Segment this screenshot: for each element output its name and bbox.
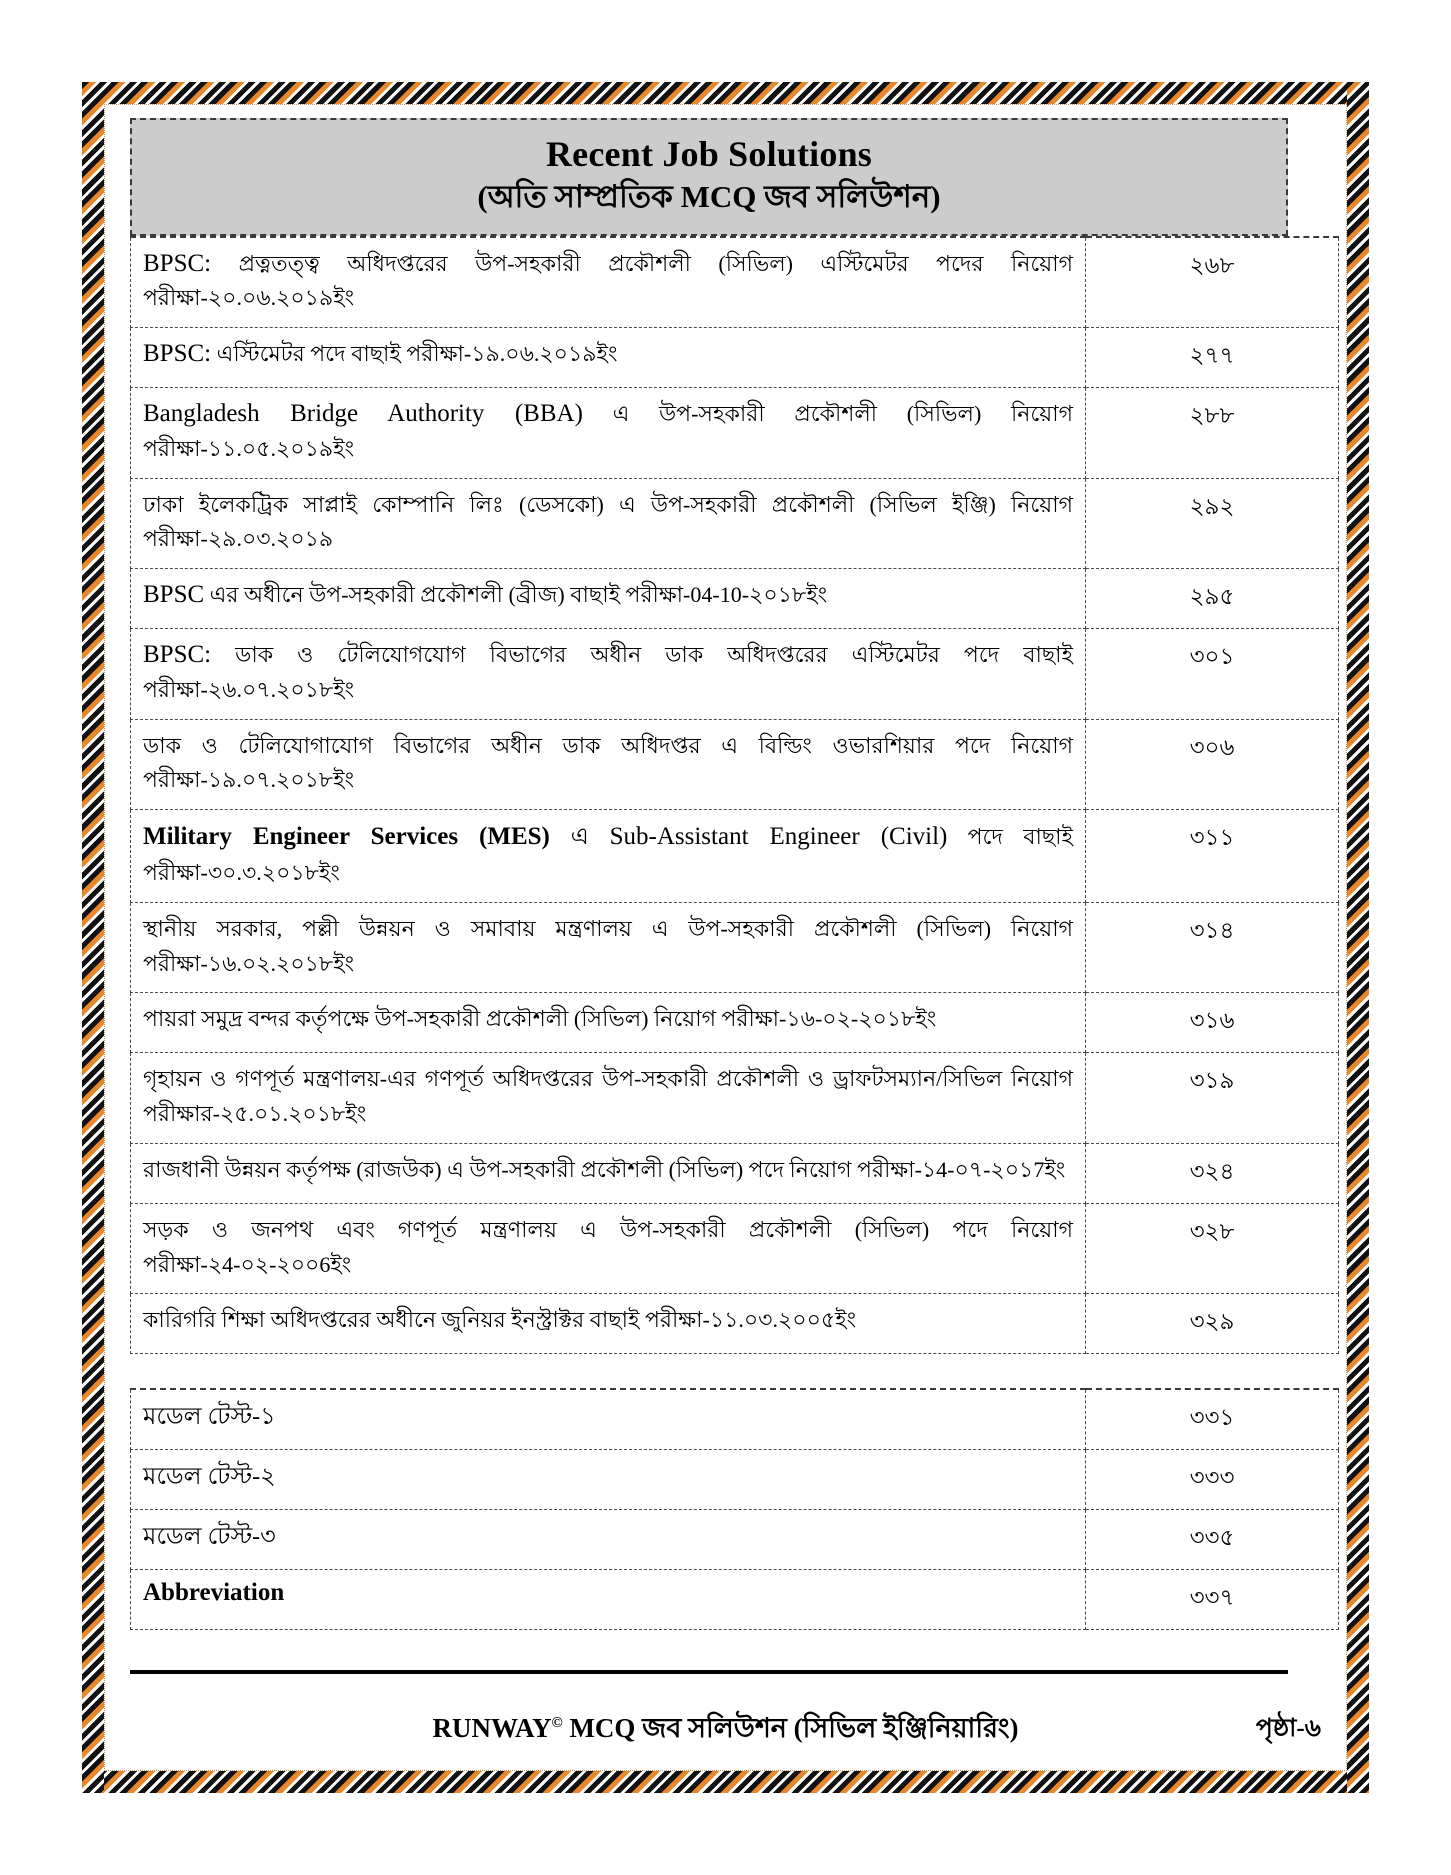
table-row[interactable] [131,1570,1339,1630]
toc-entry-title[interactable] [131,328,1086,388]
toc-entry-page-number[interactable]: ৩২৯ [1086,1294,1339,1354]
toc-entry-title[interactable] [131,1389,1086,1450]
toc-entry-page-number[interactable]: ৩১৪ [1086,902,1339,993]
toc-entry-page-number[interactable]: ৩১৬ [1086,993,1339,1053]
toc-entry-title[interactable] [131,237,1086,328]
table-row[interactable] [131,328,1339,388]
toc-entry-title-bn: স্থানীয় সরকার, পল্লী উন্নয়ন ও সমাবায় মন্ত্রণালয় এ উপ-সহকারী প্রকৌশলী (সিভিল) নিয়োগ পরীক্ষা-১৬.০২.২০১৮ইং [143,915,1073,976]
table-row[interactable] [131,569,1339,629]
table-row[interactable] [131,1294,1339,1354]
toc-entry-page-number[interactable]: ৩৩৭ [1086,1570,1339,1630]
toc-entry-page-number[interactable]: ৩৩১ [1086,1389,1339,1450]
toc-entry-title-bn: গৃহায়ন ও গণপূর্ত মন্ত্রণালয়-এর গণপূর্ত অধিদপ্তরের উপ-সহকারী প্রকৌশলী ও ড্রাফটসম্যান/সিভিল নিয়োগ পরীক্ষার-২৫.০১.২০১৮ইং [143,1066,1073,1127]
toc-entry-title-bn: মডেল টেস্ট-৩ [143,1524,276,1551]
table-block-gap [130,1354,1288,1388]
knot-border-top-icon [82,82,1369,104]
toc-entry-page-number[interactable]: ৩০১ [1086,629,1339,720]
table-row[interactable] [131,810,1339,903]
toc-table-primary [130,236,1339,1355]
toc-entry-page-number[interactable]: ৩৩৫ [1086,1510,1339,1570]
table-row[interactable] [131,1510,1339,1570]
toc-entry-page-number[interactable]: ৩২৪ [1086,1143,1339,1203]
toc-entry-page-number[interactable]: ২৬৮ [1086,237,1339,328]
toc-entry-page-number[interactable]: ৩২৮ [1086,1203,1339,1294]
toc-entry-title[interactable] [131,1570,1086,1630]
toc-entry-page-number[interactable]: ২৯৫ [1086,569,1339,629]
toc-entry-title[interactable] [131,1510,1086,1570]
toc-entry-title-en-mid: Sub-Assistant Engineer (Civil) [609,823,948,850]
table-row[interactable] [131,1450,1339,1510]
toc-entry-title-bn: প্রত্নতত্ত্ব অধিদপ্তরের উপ-সহকারী প্রকৌশলী (সিভিল) এস্টিমেটর পদের নিয়োগ পরীক্ষা-২০.০৬.২০১৯ইং [143,250,1073,311]
toc-entry-title-bn: এর অধীনে উপ-সহকারী প্রকৌশলী (ব্রীজ) বাছাই পরীক্ষা-04-10-২০১৮ইং [204,582,828,607]
page-title-bangla: (অতি সাম্প্রতিক MCQ জব সলিউশন) [477,179,941,215]
toc-entry-title[interactable] [131,388,1086,479]
table-row[interactable] [131,1053,1339,1144]
toc-entry-title[interactable] [131,719,1086,810]
toc-entry-title-en: BPSC: [143,249,212,277]
toc-entry-title[interactable] [131,478,1086,569]
toc-entry-title-bn: মডেল টেস্ট-২ [143,1464,276,1491]
toc-entry-page-number[interactable]: ৩৩৩ [1086,1450,1339,1510]
toc-entry-title-bn: ডাক ও টেলিযোগাযোগ বিভাগের অধীন ডাক অধিদপ্তর এ বিল্ডিং ওভারশিয়ার পদে নিয়োগ পরীক্ষা-১৯.০৭.২০১৮ইং [143,732,1073,793]
toc-entry-title-en: BPSC: [143,340,212,367]
table-row[interactable] [131,478,1339,569]
toc-entry-title-en: Abbreviation [143,1579,285,1607]
toc-entry-title-bn-mid: এ [549,824,610,850]
footer-brand: RUNWAY [432,1713,552,1743]
toc-entry-title-bn: ডাক ও টেলিযোগযোগ বিভাগের অধীন ডাক অধিদপ্তরের এস্টিমেটর পদে বাছাই পরীক্ষা-২৬.০৭.২০১৮ইং [143,642,1073,702]
content-area [130,118,1288,1674]
toc-entry-title-bn: রাজধানী উন্নয়ন কর্তৃপক্ষ (রাজউক) এ উপ-সহকারী প্রকৌশলী (সিভিল) পদে নিয়োগ পরীক্ষা-১4-০৭-২০১7ইং [143,1156,1066,1182]
toc-entry-title-bn: কারিগরি শিক্ষা অধিদপ্তরের অধীনে জুনিয়র ইনস্ট্রাক্টর বাছাই পরীক্ষা-১১.০৩.২০০৫ইং [143,1307,857,1333]
table-row[interactable] [131,1203,1339,1294]
table-row[interactable] [131,388,1339,479]
toc-entry-title-bn: ঢাকা ইলেকট্রিক সাপ্লাই কোম্পানি লিঃ (ডেসকো) এ উপ-সহকারী প্রকৌশলী (সিভিল ইঞ্জি) নিয়োগ পরীক্ষা-২৯.০৩.২০১৯ [143,491,1073,552]
footer-book-title [432,1708,1018,1753]
toc-entry-title-en: BPSC: [143,641,212,668]
page-footer [130,1708,1321,1753]
toc-entry-title[interactable] [131,1203,1086,1294]
toc-entry-page-number[interactable]: ৩১১ [1086,810,1339,903]
toc-entry-page-number[interactable]: ৩১৯ [1086,1053,1339,1144]
page-title-english: Recent Job Solutions [545,134,873,174]
toc-entry-title-bn: সড়ক ও জনপথ এবং গণপূর্ত মন্ত্রণালয় এ উপ-সহকারী প্রকৌশলী (সিভিল) পদে নিয়োগ পরীক্ষা-২4-০২-২০০6ইং [143,1216,1073,1277]
toc-entry-title[interactable] [131,1143,1086,1203]
toc-entry-title[interactable] [131,1053,1086,1144]
toc-entry-page-number[interactable]: ৩০৬ [1086,719,1339,810]
toc-entry-title-en: Bangladesh Bridge Authority (BBA) [143,400,583,427]
table-row[interactable] [131,719,1339,810]
table-row[interactable] [131,1143,1339,1203]
knot-border-bottom-icon [82,1771,1369,1793]
toc-entry-title-bn: এ উপ-সহকারী প্রকৌশলী (সিভিল) নিয়োগ পরীক্ষা-১১.০৫.২০১৯ইং [143,401,1073,461]
toc-entry-title[interactable] [131,629,1086,720]
toc-entry-title[interactable] [131,993,1086,1053]
footer-title-rest: MCQ জব সলিউশন (সিভিল ইঞ্জিনিয়ারিং) [562,1713,1019,1743]
toc-entry-title-bn: পায়রা সমুদ্র বন্দর কর্তৃপক্ষে উপ-সহকারী প্রকৌশলী (সিভিল) নিয়োগ পরীক্ষা-১৬-০২-২০১৮ইং [143,1006,937,1032]
table-row[interactable] [131,1389,1339,1450]
toc-entry-page-number[interactable]: ২৭৭ [1086,328,1339,388]
toc-entry-title[interactable] [131,1450,1086,1510]
toc-entry-page-number[interactable]: ২৮৮ [1086,388,1339,479]
footer-separator-rule [130,1670,1288,1674]
toc-entry-title-en: Military Engineer Services (MES) [143,823,550,850]
table-row[interactable] [131,629,1339,720]
toc-entry-title-bn: পদে বাছাই পরীক্ষা-৩০.৩.২০১৮ইং [143,824,1073,886]
toc-entry-title-bn: মডেল টেস্ট-১ [143,1404,276,1431]
knot-border-left-icon [82,82,104,1793]
copyright-icon: © [551,1715,563,1731]
toc-entry-title[interactable] [131,1294,1086,1354]
toc-entry-title[interactable] [131,810,1086,903]
table-row[interactable] [131,237,1339,328]
footer-page-number: পৃষ্ঠা-৬ [1255,1715,1321,1742]
knot-border-right-icon [1347,82,1369,1793]
toc-table-secondary [130,1388,1339,1630]
page-title-block [130,118,1288,236]
toc-entry-title-en: BPSC [143,581,205,608]
table-row[interactable] [131,993,1339,1053]
toc-entry-title[interactable] [131,569,1086,629]
table-row[interactable] [131,902,1339,993]
toc-entry-title[interactable] [131,902,1086,993]
toc-entry-title-bn: এস্টিমেটর পদে বাছাই পরীক্ষা-১৯.০৬.২০১৯ইং [211,341,618,366]
toc-entry-page-number[interactable]: ২৯২ [1086,478,1339,569]
